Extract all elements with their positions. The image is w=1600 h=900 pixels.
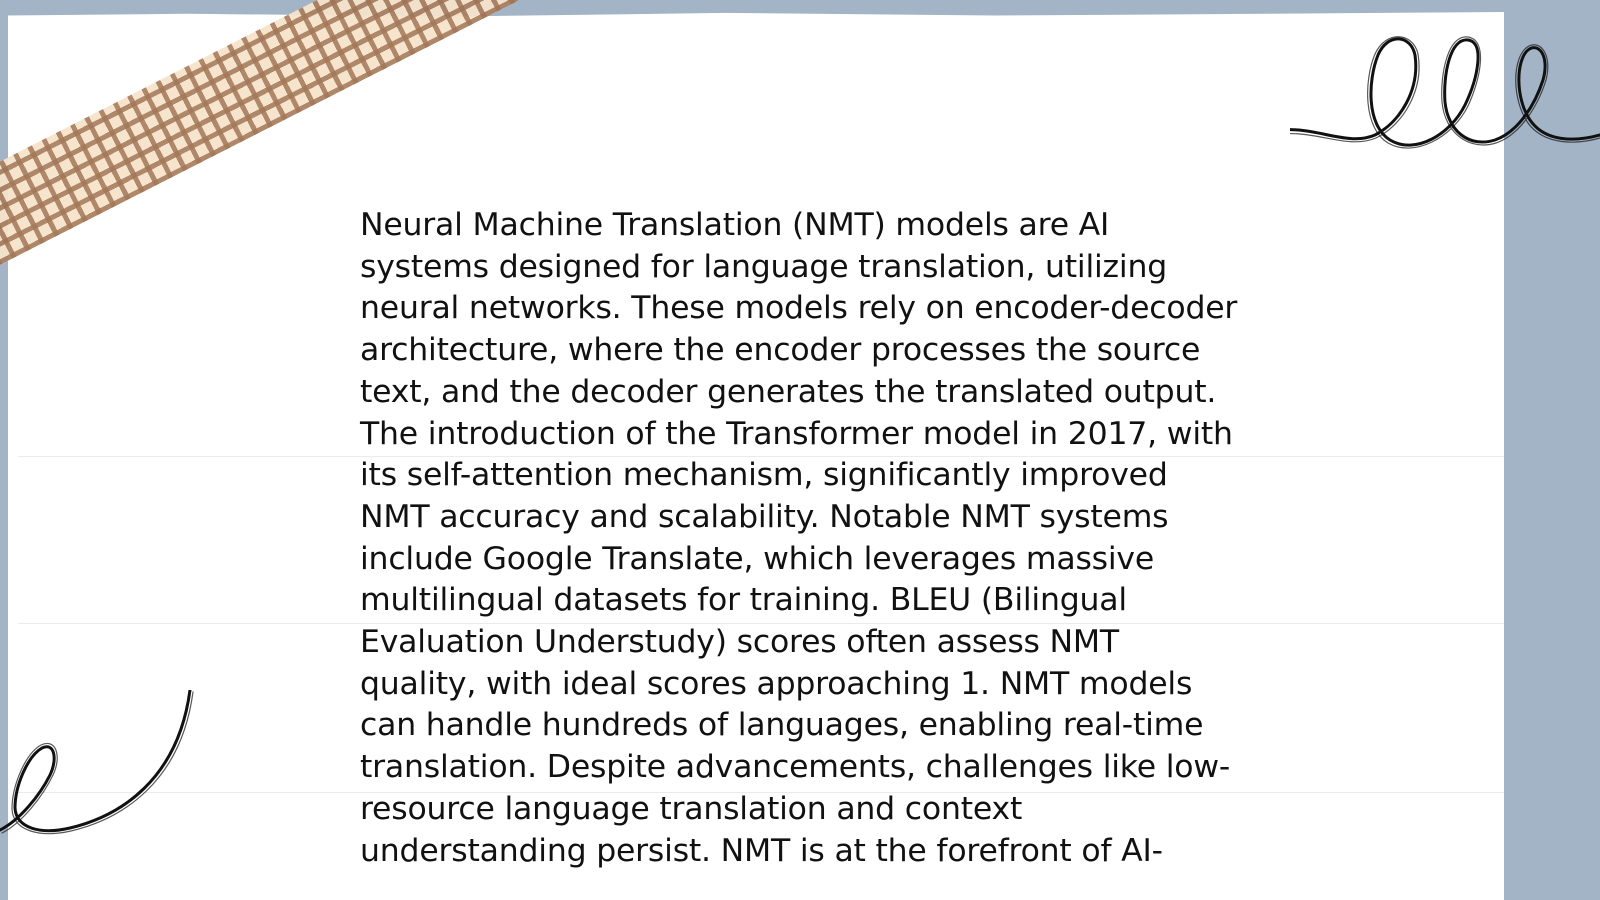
loop-swirl-icon <box>1290 30 1600 160</box>
check-swirl-icon <box>0 690 210 850</box>
body-paragraph: Neural Machine Translation (NMT) models are AI systems designed for language translation, utilizing neural networks. These models rely on encoder-decoder architecture, where the encoder processes the source text, and the decoder generates the translated output. The introduction of the Transformer model in 2017, with its self-attention mechanism, significantly improved NMT accuracy and scalability. Notable NMT systems include Google Translate, which leverages massive multilingual datasets for training. BLEU (Bilingual Evaluation Understudy) scores often assess NMT quality, with ideal scores approaching 1. NMT models can handle hundreds of languages, enabling real-time translation. Despite advancements, challenges like low-resource language translation and context understanding persist. NMT is at the forefront of AI- <box>360 207 1238 869</box>
